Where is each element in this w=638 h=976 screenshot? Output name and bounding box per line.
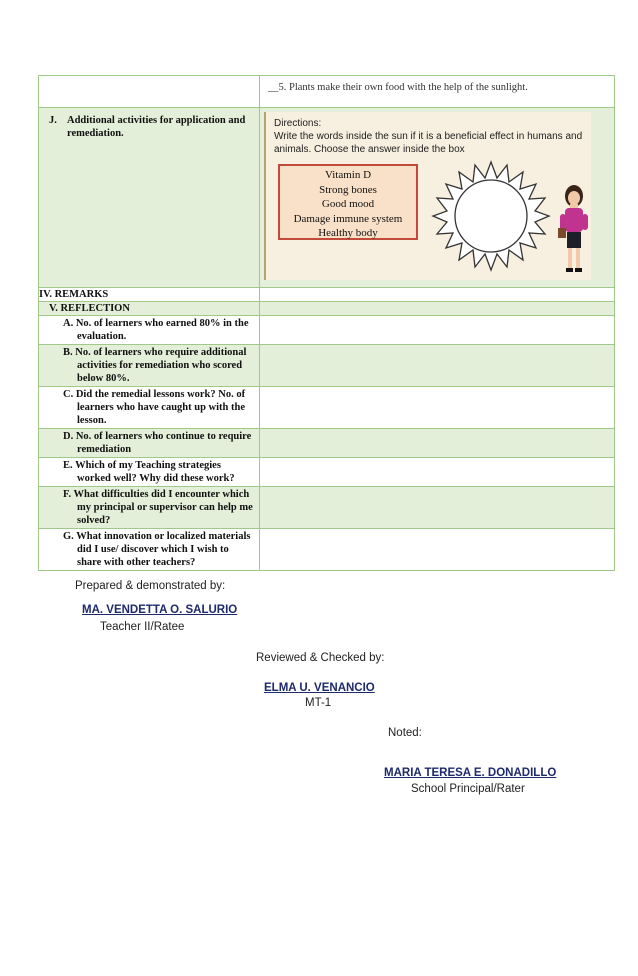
row-label: C. bbox=[63, 389, 74, 400]
answer-cell bbox=[260, 487, 615, 529]
noted-name: MARIA TERESA E. DONADILLO bbox=[384, 767, 557, 779]
directions-text: Write the words inside the sun if it is a beneficial effect in humans and animals. Choose the answer inside the box bbox=[274, 131, 583, 155]
prepared-label: Prepared & demonstrated by: bbox=[75, 580, 226, 592]
word-box bbox=[278, 164, 418, 240]
reviewed-label: Reviewed & Checked by: bbox=[256, 652, 385, 664]
row-text: Which of my Teaching strategies worked well? Why did these work? bbox=[75, 460, 235, 484]
answer-cell bbox=[260, 345, 615, 387]
answer-cell bbox=[260, 429, 615, 458]
row-label: J. bbox=[49, 115, 57, 126]
table-row bbox=[39, 487, 615, 529]
row-text: What innovation or localized materials did I use/ discover which I wish to share with other teachers? bbox=[76, 531, 251, 568]
answer-cell bbox=[260, 529, 615, 571]
word-item: Vitamin D bbox=[324, 169, 372, 181]
row-label: B. bbox=[63, 347, 73, 358]
table-row bbox=[39, 529, 615, 571]
teacher-cartoon-icon bbox=[558, 184, 590, 276]
row-text: No. of learners who continue to require remediation bbox=[75, 431, 252, 455]
sun-activity-image bbox=[264, 112, 591, 280]
table-row bbox=[39, 345, 615, 387]
table-row bbox=[39, 76, 615, 108]
word-item: Damage immune system bbox=[293, 212, 403, 225]
row-label: D. bbox=[63, 431, 74, 442]
row-text: What difficulties did I encounter which my principal or supervisor can help me solved? bbox=[73, 489, 253, 526]
table-row bbox=[39, 387, 615, 429]
sun-icon bbox=[431, 160, 551, 272]
row-label: G. bbox=[63, 531, 74, 542]
table-row bbox=[39, 458, 615, 487]
word-item: Strong bones bbox=[319, 183, 377, 196]
row-text: No. of learners who require additional activities for remediation who scored below 80%. bbox=[75, 347, 247, 384]
table-row bbox=[39, 316, 615, 345]
reviewed-title: MT-1 bbox=[305, 697, 332, 709]
directions-title: Directions: bbox=[274, 118, 322, 129]
noted-title: School Principal/Rater bbox=[411, 783, 525, 795]
table-row bbox=[39, 302, 615, 316]
row-label: F. bbox=[63, 489, 72, 500]
reviewed-name: ELMA U. VENANCIO bbox=[264, 682, 375, 694]
prepared-title: Teacher II/Ratee bbox=[100, 621, 185, 633]
plant-item: __5. Plants make their own food with the help of the sunlight. bbox=[260, 76, 615, 108]
row-text: Did the remedial lessons work? No. of learners who have caught up with the lesson. bbox=[75, 389, 246, 426]
additional-activities-cell bbox=[39, 108, 260, 288]
word-item: Good mood bbox=[321, 198, 375, 210]
row-label: E. bbox=[63, 460, 73, 471]
remarks-heading: IV. REMARKS bbox=[39, 288, 260, 302]
word-item: Healthy body bbox=[318, 227, 378, 239]
answer-cell bbox=[260, 387, 615, 429]
table-row bbox=[39, 288, 615, 302]
prepared-name: MA. VENDETTA O. SALURIO bbox=[82, 604, 238, 616]
table-row bbox=[39, 429, 615, 458]
answer-cell bbox=[260, 458, 615, 487]
reflection-heading: V. REFLECTION bbox=[39, 302, 260, 316]
noted-label: Noted: bbox=[388, 727, 422, 739]
row-label: A. bbox=[63, 318, 74, 329]
answer-cell bbox=[260, 316, 615, 345]
row-text: Additional activities for application and remediation. bbox=[67, 115, 246, 139]
row-text: No. of learners who earned 80% in the evaluation. bbox=[75, 318, 249, 342]
